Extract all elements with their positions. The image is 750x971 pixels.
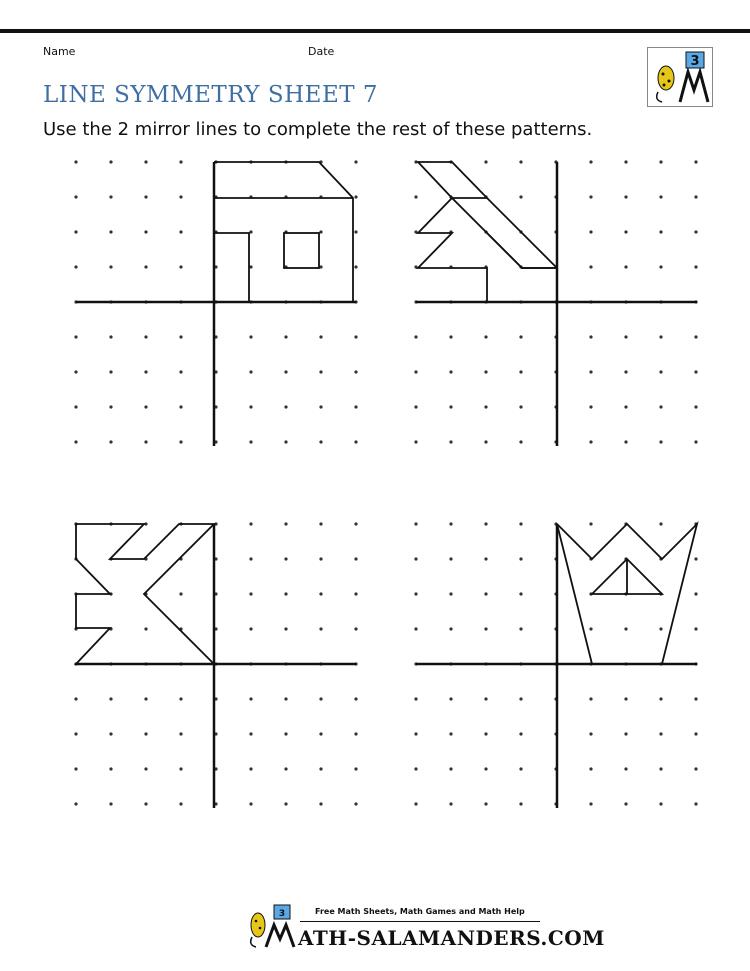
grid-dot bbox=[694, 335, 697, 338]
grid-dot bbox=[74, 405, 77, 408]
grid-dot bbox=[179, 440, 182, 443]
grid-dot bbox=[449, 557, 452, 560]
grid-dot bbox=[354, 335, 357, 338]
grid-dot bbox=[284, 370, 287, 373]
grid-dot bbox=[109, 440, 112, 443]
grid-dot bbox=[694, 732, 697, 735]
grid-dot bbox=[284, 335, 287, 338]
grid-dot bbox=[624, 265, 627, 268]
house-pattern bbox=[214, 162, 353, 302]
grid-dot bbox=[74, 370, 77, 373]
grid-dot bbox=[659, 732, 662, 735]
grid-dot bbox=[519, 802, 522, 805]
grid-dot bbox=[109, 767, 112, 770]
grid-dot bbox=[179, 405, 182, 408]
grid-dot bbox=[74, 802, 77, 805]
grid-dot bbox=[179, 802, 182, 805]
grid-dot bbox=[694, 405, 697, 408]
grid-dot bbox=[74, 195, 77, 198]
grid-dot bbox=[484, 335, 487, 338]
footer-badge-number: 3 bbox=[278, 909, 286, 919]
grid-dot bbox=[484, 370, 487, 373]
grid-dot bbox=[449, 627, 452, 630]
grid-dot bbox=[414, 335, 417, 338]
grid-dot bbox=[414, 697, 417, 700]
grid-dot bbox=[414, 732, 417, 735]
grid-dot bbox=[519, 160, 522, 163]
grid-dot bbox=[449, 440, 452, 443]
grid-dot bbox=[144, 335, 147, 338]
grid-dot bbox=[109, 195, 112, 198]
grid-dot bbox=[519, 370, 522, 373]
grid-dot bbox=[519, 697, 522, 700]
grid-dot bbox=[249, 732, 252, 735]
grid-dot bbox=[449, 697, 452, 700]
grid-dot bbox=[249, 627, 252, 630]
grid-dot bbox=[414, 195, 417, 198]
grid-dot bbox=[484, 627, 487, 630]
grid-dot bbox=[144, 802, 147, 805]
grid-dot bbox=[249, 592, 252, 595]
grid-dot bbox=[354, 767, 357, 770]
grid-dot bbox=[694, 627, 697, 630]
grid-dot bbox=[484, 557, 487, 560]
grid-dot bbox=[109, 802, 112, 805]
grid-dot bbox=[659, 230, 662, 233]
instructions: Use the 2 mirror lines to complete the rest of these patterns. bbox=[43, 119, 593, 140]
grid-dot bbox=[354, 522, 357, 525]
grid-dot bbox=[449, 767, 452, 770]
grid-dot bbox=[624, 697, 627, 700]
dot-grid bbox=[74, 160, 697, 805]
grid-dot bbox=[144, 265, 147, 268]
grid-dot bbox=[694, 195, 697, 198]
grid-dot bbox=[484, 697, 487, 700]
grid-dot bbox=[109, 405, 112, 408]
grid-dot bbox=[624, 627, 627, 630]
grid-dot bbox=[659, 405, 662, 408]
grid-dot bbox=[484, 440, 487, 443]
grid-dot bbox=[519, 592, 522, 595]
grid-dot bbox=[519, 195, 522, 198]
grade-badge-number: 3 bbox=[690, 54, 700, 69]
grid-dot bbox=[284, 697, 287, 700]
grid-dot bbox=[519, 732, 522, 735]
grid-dot bbox=[519, 440, 522, 443]
grid-dot bbox=[284, 802, 287, 805]
grid-dot bbox=[694, 767, 697, 770]
grid-dot bbox=[144, 767, 147, 770]
grid-dot bbox=[694, 557, 697, 560]
grid-dot bbox=[249, 370, 252, 373]
grid-dot bbox=[449, 592, 452, 595]
grid-dot bbox=[249, 802, 252, 805]
grid-dot bbox=[319, 767, 322, 770]
grid-dot bbox=[144, 370, 147, 373]
grid-dot bbox=[354, 405, 357, 408]
grid-dot bbox=[249, 440, 252, 443]
grid-dot bbox=[179, 370, 182, 373]
grid-dot bbox=[354, 440, 357, 443]
zigzag-pattern bbox=[76, 524, 214, 664]
grid-dot bbox=[354, 732, 357, 735]
grid-dot bbox=[659, 265, 662, 268]
grid-dot bbox=[484, 592, 487, 595]
grid-dot bbox=[519, 405, 522, 408]
grid-dot bbox=[354, 592, 357, 595]
grid-dot bbox=[414, 592, 417, 595]
grid-dot bbox=[144, 440, 147, 443]
grid-dot bbox=[484, 732, 487, 735]
grid-dot bbox=[414, 802, 417, 805]
grid-dot bbox=[589, 195, 592, 198]
grid-dot bbox=[449, 335, 452, 338]
grid-dot bbox=[284, 440, 287, 443]
grid-dot bbox=[109, 265, 112, 268]
crown-pattern bbox=[557, 524, 697, 664]
grid-dot bbox=[144, 627, 147, 630]
grid-dot bbox=[354, 627, 357, 630]
grid-dot bbox=[624, 440, 627, 443]
grid-dot bbox=[74, 697, 77, 700]
grid-dot bbox=[284, 732, 287, 735]
date-label: Date bbox=[308, 45, 335, 58]
grid-dot bbox=[144, 732, 147, 735]
grid-dot bbox=[144, 230, 147, 233]
grid-dot bbox=[484, 802, 487, 805]
grid-dot bbox=[589, 265, 592, 268]
grid-dot bbox=[659, 522, 662, 525]
grid-dot bbox=[589, 802, 592, 805]
grid-dot bbox=[449, 405, 452, 408]
grid-dot bbox=[414, 557, 417, 560]
grid-dot bbox=[144, 195, 147, 198]
grid-dot bbox=[179, 335, 182, 338]
grid-dot bbox=[249, 557, 252, 560]
grid-dot bbox=[519, 627, 522, 630]
grid-dot bbox=[319, 627, 322, 630]
grid-dot bbox=[589, 767, 592, 770]
grid-dot bbox=[414, 370, 417, 373]
grid-dot bbox=[519, 335, 522, 338]
grid-dot bbox=[449, 732, 452, 735]
grid-dot bbox=[484, 767, 487, 770]
grid-dot bbox=[659, 802, 662, 805]
grid-dot bbox=[589, 160, 592, 163]
grid-dot bbox=[354, 265, 357, 268]
grid-dot bbox=[484, 522, 487, 525]
grid-dot bbox=[179, 195, 182, 198]
grid-dot bbox=[319, 557, 322, 560]
grid-dot bbox=[354, 370, 357, 373]
footer-brand[interactable]: ATH-SALAMANDERS.COM bbox=[298, 926, 605, 950]
grid-dot bbox=[144, 160, 147, 163]
grid-dot bbox=[659, 335, 662, 338]
grid-dot bbox=[319, 697, 322, 700]
grid-dot bbox=[74, 160, 77, 163]
grid-dot bbox=[449, 522, 452, 525]
grid-dot bbox=[589, 335, 592, 338]
grid-dot bbox=[694, 592, 697, 595]
grid-dot bbox=[249, 405, 252, 408]
grid-dot bbox=[179, 230, 182, 233]
grid-dot bbox=[249, 522, 252, 525]
grid-dot bbox=[249, 767, 252, 770]
grid-dot bbox=[659, 767, 662, 770]
grid-dot bbox=[179, 160, 182, 163]
grid-dot bbox=[624, 370, 627, 373]
grid-dot bbox=[109, 160, 112, 163]
grid-dot bbox=[74, 230, 77, 233]
grid-dot bbox=[589, 405, 592, 408]
grid-dot bbox=[624, 767, 627, 770]
page-title: LINE SYMMETRY SHEET 7 bbox=[43, 82, 379, 108]
grid-dot bbox=[354, 230, 357, 233]
grid-dot bbox=[74, 767, 77, 770]
grid-dot bbox=[659, 627, 662, 630]
grid-dot bbox=[659, 160, 662, 163]
grid-dot bbox=[519, 767, 522, 770]
name-label: Name bbox=[43, 45, 76, 58]
grid-dot bbox=[449, 370, 452, 373]
grid-dot bbox=[694, 160, 697, 163]
grid-dot bbox=[414, 627, 417, 630]
grid-dot bbox=[179, 697, 182, 700]
grid-dot bbox=[519, 557, 522, 560]
grid-dot bbox=[319, 370, 322, 373]
grid-dot bbox=[74, 335, 77, 338]
grid-dot bbox=[319, 335, 322, 338]
grid-dot bbox=[589, 627, 592, 630]
grid-dot bbox=[144, 697, 147, 700]
grid-dot bbox=[624, 335, 627, 338]
grid-dot bbox=[694, 265, 697, 268]
grid-dot bbox=[284, 522, 287, 525]
grid-dot bbox=[319, 405, 322, 408]
grid-dot bbox=[694, 697, 697, 700]
grid-dot bbox=[659, 697, 662, 700]
grid-dot bbox=[589, 440, 592, 443]
grid-dot bbox=[284, 592, 287, 595]
grid-dot bbox=[319, 522, 322, 525]
grid-dot bbox=[74, 265, 77, 268]
grid-dot bbox=[319, 732, 322, 735]
grid-dot bbox=[694, 440, 697, 443]
footer-rule bbox=[300, 921, 540, 922]
grid-dot bbox=[109, 370, 112, 373]
grid-dot bbox=[354, 697, 357, 700]
grid-dot bbox=[354, 557, 357, 560]
grid-dot bbox=[589, 230, 592, 233]
grid-dot bbox=[484, 405, 487, 408]
grid-dot bbox=[414, 767, 417, 770]
grid-dot bbox=[589, 522, 592, 525]
grid-dot bbox=[319, 802, 322, 805]
grid-dot bbox=[414, 522, 417, 525]
grid-dot bbox=[179, 767, 182, 770]
grid-dot bbox=[659, 370, 662, 373]
grid-dot bbox=[589, 697, 592, 700]
grid-dot bbox=[449, 802, 452, 805]
salamander-mascot-icon bbox=[244, 903, 302, 949]
grid-dot bbox=[284, 557, 287, 560]
grid-dot bbox=[109, 732, 112, 735]
grid-dot bbox=[354, 802, 357, 805]
grid-dot bbox=[109, 230, 112, 233]
grid-dot bbox=[414, 440, 417, 443]
grid-dot bbox=[694, 230, 697, 233]
grid-dot bbox=[109, 335, 112, 338]
grid-dot bbox=[414, 405, 417, 408]
grid-dot bbox=[624, 195, 627, 198]
grid-dot bbox=[354, 160, 357, 163]
grid-dot bbox=[519, 522, 522, 525]
grid-dot bbox=[179, 732, 182, 735]
grid-dot bbox=[284, 767, 287, 770]
grid-dot bbox=[694, 802, 697, 805]
grid-dot bbox=[354, 195, 357, 198]
grid-dot bbox=[74, 440, 77, 443]
grid-dot bbox=[624, 802, 627, 805]
grid-dot bbox=[284, 627, 287, 630]
grid-dot bbox=[484, 160, 487, 163]
grid-dot bbox=[284, 405, 287, 408]
grid-dot bbox=[624, 405, 627, 408]
grid-dot bbox=[74, 732, 77, 735]
grid-dot bbox=[319, 440, 322, 443]
grid-dot bbox=[624, 230, 627, 233]
grid-dot bbox=[694, 370, 697, 373]
footer-tagline: Free Math Sheets, Math Games and Math Help bbox=[315, 907, 525, 916]
grid-dot bbox=[589, 732, 592, 735]
grid-dot bbox=[179, 592, 182, 595]
grid-dot bbox=[319, 592, 322, 595]
grid-dot bbox=[249, 697, 252, 700]
grid-dot bbox=[624, 732, 627, 735]
grid-dot bbox=[659, 440, 662, 443]
grid-dot bbox=[179, 265, 182, 268]
footer-mascot bbox=[244, 903, 302, 953]
grid-dot bbox=[589, 370, 592, 373]
grid-dot bbox=[249, 335, 252, 338]
grid-dot bbox=[659, 195, 662, 198]
grid-dot bbox=[144, 405, 147, 408]
grid-dot bbox=[624, 160, 627, 163]
grid-dot bbox=[109, 697, 112, 700]
